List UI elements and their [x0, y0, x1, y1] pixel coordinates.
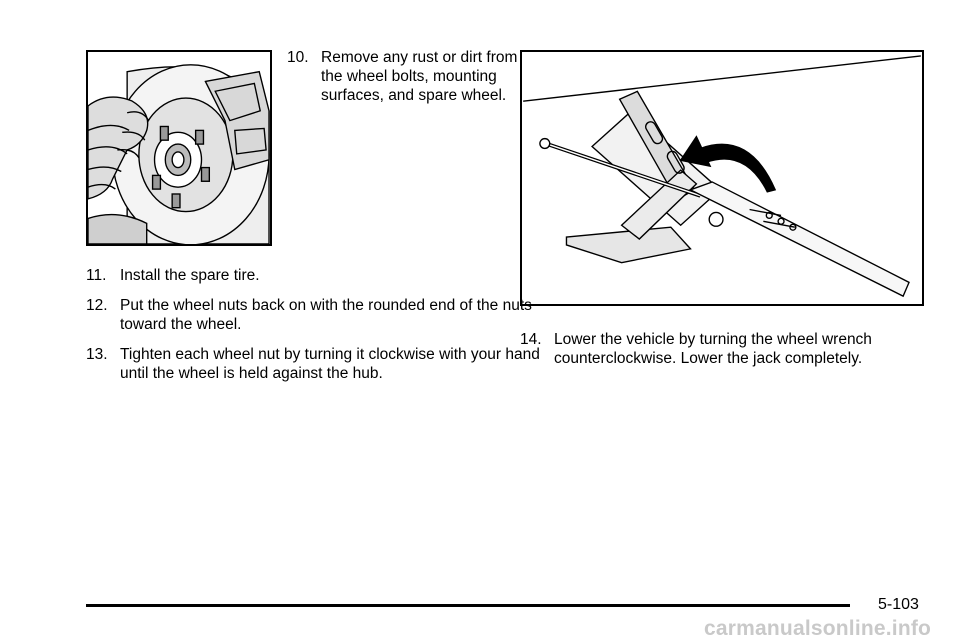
step-10 [287, 48, 541, 105]
footer-rule [86, 604, 850, 607]
step-text: Put the wheel nuts back on with the rounded end of the nuts toward the wheel. [120, 297, 532, 333]
step-number: 13. [86, 346, 108, 363]
step-14 [520, 330, 960, 368]
jack-lowering-drawing [522, 52, 922, 304]
step-number: 10. [287, 49, 309, 66]
step-13 [86, 345, 540, 383]
page-number: 5-103 [878, 596, 919, 613]
step-text: Lower the vehicle by turning the wheel wrench counterclockwise. Lower the jack completely. [554, 331, 872, 367]
jack-lowering-illustration [520, 50, 924, 306]
step-number: 11. [86, 267, 107, 284]
step-12 [86, 296, 540, 334]
step-text: Install the spare tire. [120, 267, 260, 284]
hub-cleaning-illustration [86, 50, 272, 246]
watermark: carmanualsonline.info [704, 617, 932, 640]
step-text: Tighten each wheel nut by turning it clockwise with your hand until the wheel is held against the hub. [120, 346, 540, 382]
step-text: Remove any rust or dirt from the wheel bolts, mounting surfaces, and spare wheel. [321, 49, 518, 104]
hub-cleaning-drawing [88, 52, 270, 244]
step-number: 14. [520, 331, 542, 348]
step-11 [86, 266, 540, 285]
step-number: 12. [86, 297, 108, 314]
